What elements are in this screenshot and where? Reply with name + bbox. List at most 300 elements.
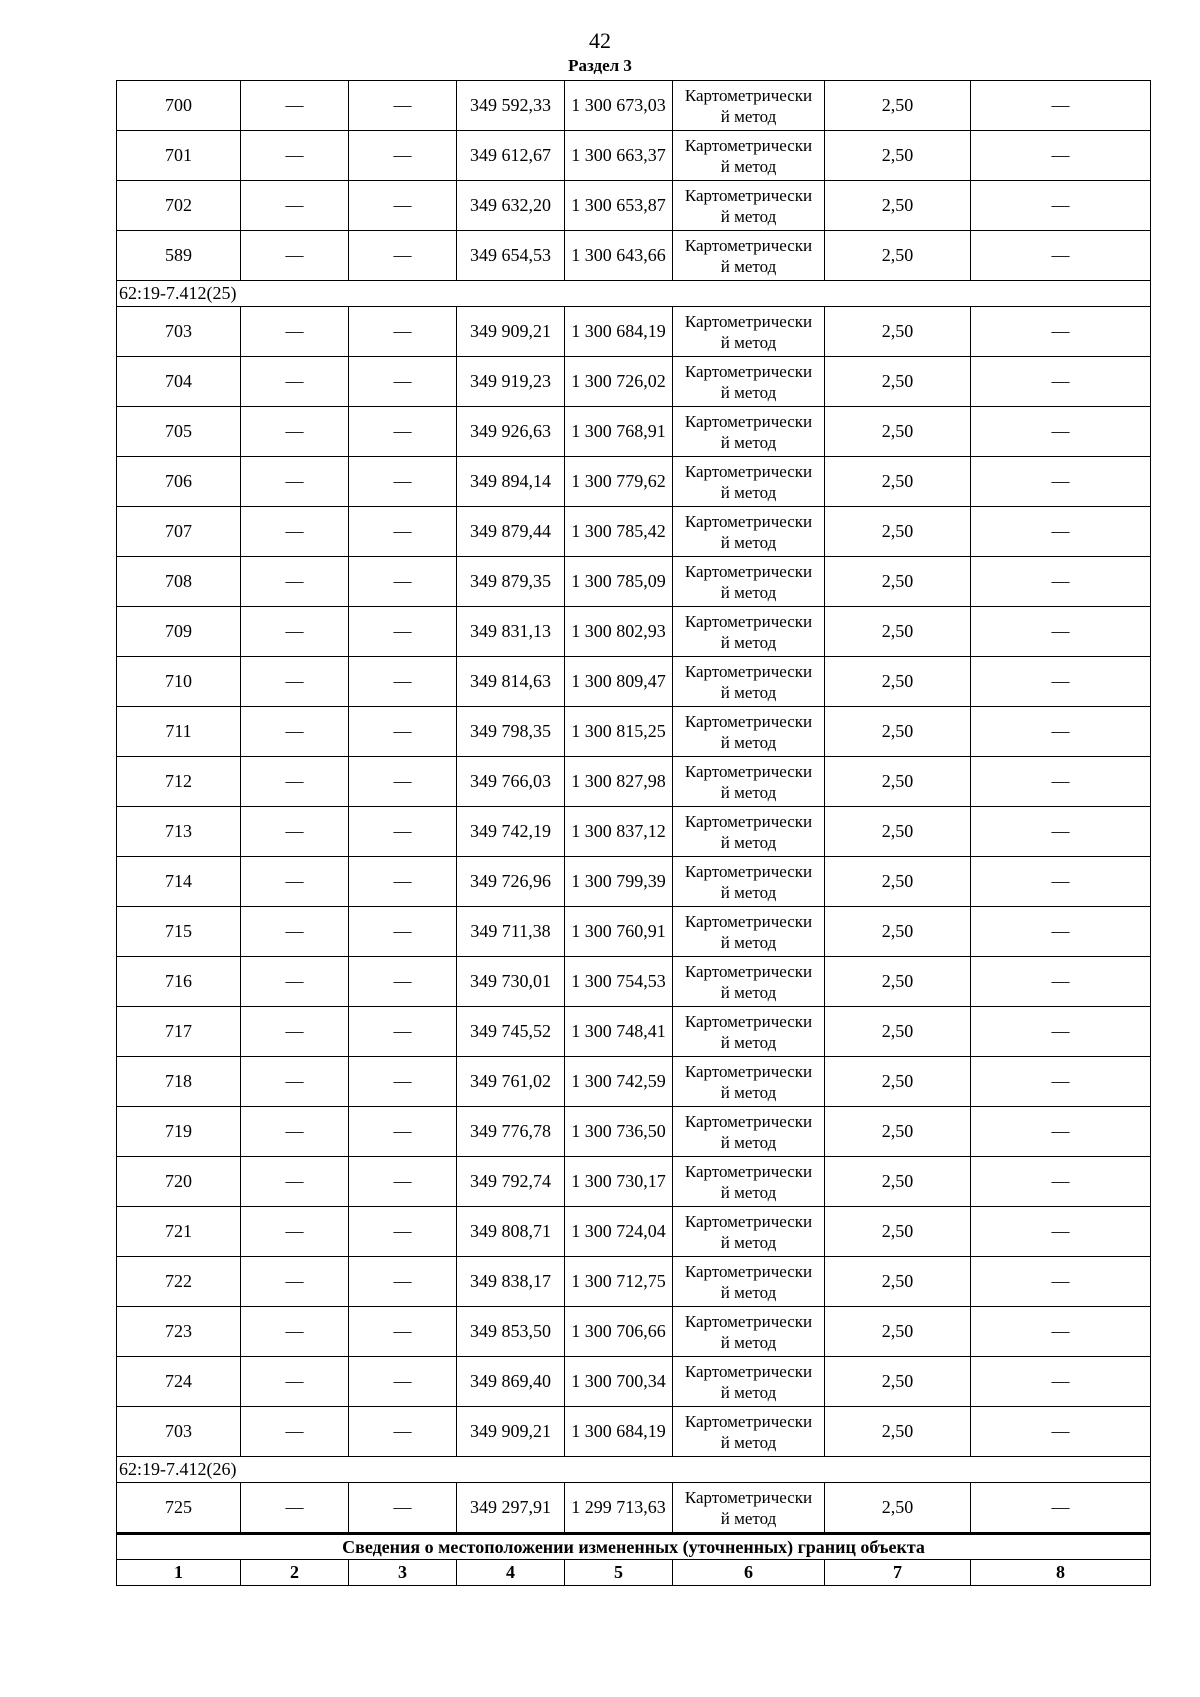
dash-cell: — — [349, 1307, 457, 1357]
y-coordinate-cell: 1 300 726,02 — [565, 357, 673, 407]
dash-cell: — — [971, 807, 1151, 857]
info-heading: Сведения о местоположении измененных (уточненных) границ объекта — [117, 1534, 1151, 1560]
dash-cell: — — [241, 407, 349, 457]
dash-cell: — — [241, 1307, 349, 1357]
dash-cell: — — [241, 757, 349, 807]
dash-cell: — — [241, 1257, 349, 1307]
point-number-cell: 701 — [117, 131, 241, 181]
dash-cell: — — [349, 907, 457, 957]
dash-cell: — — [349, 131, 457, 181]
method-cell — [673, 1007, 825, 1057]
y-coordinate-cell: 1 300 799,39 — [565, 857, 673, 907]
dash-cell: — — [241, 81, 349, 131]
method-line: Картометрически — [684, 1411, 813, 1431]
x-coordinate-cell: 349 831,13 — [457, 607, 565, 657]
info-heading-row — [117, 1534, 1151, 1560]
table-row — [117, 457, 1151, 507]
method-line: Картометрически — [684, 561, 813, 581]
method-cell — [673, 1107, 825, 1157]
point-number-cell: 724 — [117, 1357, 241, 1407]
accuracy-cell: 2,50 — [825, 507, 971, 557]
method-line: Картометрически — [684, 461, 813, 481]
method-cell — [673, 707, 825, 757]
dash-cell: — — [349, 1107, 457, 1157]
accuracy-cell: 2,50 — [825, 131, 971, 181]
dash-cell: — — [971, 407, 1151, 457]
x-coordinate-cell: 349 869,40 — [457, 1357, 565, 1407]
y-coordinate-cell: 1 300 815,25 — [565, 707, 673, 757]
table-row — [117, 907, 1151, 957]
dash-cell: — — [971, 1157, 1151, 1207]
x-coordinate-cell: 349 761,02 — [457, 1057, 565, 1107]
point-number-cell: 589 — [117, 231, 241, 281]
dash-cell: — — [971, 1207, 1151, 1257]
method-line: Картометрически — [684, 511, 813, 531]
dash-cell: — — [241, 307, 349, 357]
method-cell — [673, 607, 825, 657]
dash-cell: — — [971, 1407, 1151, 1457]
table-row — [117, 1207, 1151, 1257]
method-line: Картометрически — [684, 1211, 813, 1231]
method-line: Картометрически — [684, 711, 813, 731]
method-line: Картометрически — [684, 1487, 813, 1507]
dash-cell: — — [971, 1357, 1151, 1407]
point-number-cell: 705 — [117, 407, 241, 457]
table-row — [117, 1107, 1151, 1157]
y-coordinate-cell: 1 300 684,19 — [565, 307, 673, 357]
x-coordinate-cell: 349 879,44 — [457, 507, 565, 557]
method-cell — [673, 557, 825, 607]
dash-cell: — — [971, 607, 1151, 657]
point-number-cell: 713 — [117, 807, 241, 857]
method-line: й метод — [720, 1182, 777, 1202]
method-cell — [673, 1357, 825, 1407]
method-line: й метод — [720, 1432, 777, 1452]
dash-cell: — — [241, 1483, 349, 1534]
x-coordinate-cell: 349 894,14 — [457, 457, 565, 507]
accuracy-cell: 2,50 — [825, 181, 971, 231]
dash-cell: — — [349, 1407, 457, 1457]
y-coordinate-cell: 1 300 785,09 — [565, 557, 673, 607]
dash-cell: — — [241, 181, 349, 231]
table-row — [117, 757, 1151, 807]
table-row — [117, 657, 1151, 707]
table-row — [117, 1157, 1151, 1207]
method-line: й метод — [720, 932, 777, 952]
dash-cell: — — [349, 507, 457, 557]
accuracy-cell: 2,50 — [825, 407, 971, 457]
dash-cell: — — [349, 231, 457, 281]
dash-cell: — — [349, 1007, 457, 1057]
dash-cell: — — [971, 707, 1151, 757]
table-row — [117, 81, 1151, 131]
dash-cell: — — [971, 657, 1151, 707]
y-coordinate-cell: 1 300 673,03 — [565, 81, 673, 131]
column-number: 8 — [971, 1560, 1151, 1586]
method-cell — [673, 1057, 825, 1107]
method-line: Картометрически — [684, 911, 813, 931]
table-row — [117, 707, 1151, 757]
method-line: й метод — [720, 1282, 777, 1302]
y-coordinate-cell: 1 300 724,04 — [565, 1207, 673, 1257]
section-title: Раздел 3 — [568, 56, 632, 75]
group-row — [117, 281, 1151, 307]
method-line: й метод — [720, 732, 777, 752]
accuracy-cell: 2,50 — [825, 557, 971, 607]
dash-cell: — — [971, 957, 1151, 1007]
dash-cell: — — [971, 131, 1151, 181]
y-coordinate-cell: 1 300 760,91 — [565, 907, 673, 957]
method-line: Картометрически — [684, 135, 813, 155]
dash-cell: — — [241, 457, 349, 507]
method-line: Картометрически — [684, 1161, 813, 1181]
dash-cell: — — [971, 231, 1151, 281]
accuracy-cell: 2,50 — [825, 607, 971, 657]
dash-cell: — — [349, 357, 457, 407]
point-number-cell: 717 — [117, 1007, 241, 1057]
dash-cell: — — [349, 81, 457, 131]
x-coordinate-cell: 349 654,53 — [457, 231, 565, 281]
dash-cell: — — [241, 1357, 349, 1407]
dash-cell: — — [349, 1207, 457, 1257]
dash-cell: — — [241, 1157, 349, 1207]
point-number-cell: 723 — [117, 1307, 241, 1357]
method-line: й метод — [720, 832, 777, 852]
point-number-cell: 706 — [117, 457, 241, 507]
dash-cell: — — [349, 1257, 457, 1307]
x-coordinate-cell: 349 798,35 — [457, 707, 565, 757]
method-line: й метод — [720, 1232, 777, 1252]
method-line: Картометрически — [684, 85, 813, 105]
point-number-cell: 702 — [117, 181, 241, 231]
method-line: й метод — [720, 882, 777, 902]
dash-cell: — — [349, 181, 457, 231]
dash-cell: — — [241, 507, 349, 557]
y-coordinate-cell: 1 299 713,63 — [565, 1483, 673, 1534]
dash-cell: — — [971, 457, 1151, 507]
method-line: й метод — [720, 256, 777, 276]
method-cell — [673, 307, 825, 357]
table-row — [117, 131, 1151, 181]
coordinates-table — [116, 80, 1151, 1586]
column-number: 1 — [117, 1560, 241, 1586]
accuracy-cell: 2,50 — [825, 1257, 971, 1307]
dash-cell: — — [349, 957, 457, 1007]
point-number-cell: 710 — [117, 657, 241, 707]
method-cell — [673, 181, 825, 231]
dash-cell: — — [241, 657, 349, 707]
y-coordinate-cell: 1 300 643,66 — [565, 231, 673, 281]
accuracy-cell: 2,50 — [825, 657, 971, 707]
x-coordinate-cell: 349 742,19 — [457, 807, 565, 857]
method-cell — [673, 1257, 825, 1307]
dash-cell: — — [971, 81, 1151, 131]
dash-cell: — — [241, 807, 349, 857]
column-number: 7 — [825, 1560, 971, 1586]
y-coordinate-cell: 1 300 768,91 — [565, 407, 673, 457]
method-line: Картометрически — [684, 761, 813, 781]
x-coordinate-cell: 349 297,91 — [457, 1483, 565, 1534]
dash-cell: — — [349, 1157, 457, 1207]
method-cell — [673, 407, 825, 457]
accuracy-cell: 2,50 — [825, 1107, 971, 1157]
dash-cell: — — [349, 807, 457, 857]
x-coordinate-cell: 349 745,52 — [457, 1007, 565, 1057]
table-row — [117, 1257, 1151, 1307]
dash-cell: — — [971, 1307, 1151, 1357]
point-number-cell: 703 — [117, 1407, 241, 1457]
table-row — [117, 307, 1151, 357]
column-number: 4 — [457, 1560, 565, 1586]
method-cell — [673, 757, 825, 807]
method-cell — [673, 457, 825, 507]
x-coordinate-cell: 349 926,63 — [457, 407, 565, 457]
dash-cell: — — [241, 1207, 349, 1257]
accuracy-cell: 2,50 — [825, 307, 971, 357]
accuracy-cell: 2,50 — [825, 1157, 971, 1207]
table-row — [117, 1057, 1151, 1107]
group-label: 62:19-7.412(25) — [117, 281, 1151, 307]
accuracy-cell: 2,50 — [825, 1483, 971, 1534]
accuracy-cell: 2,50 — [825, 81, 971, 131]
method-cell — [673, 1483, 825, 1534]
table-row — [117, 1007, 1151, 1057]
x-coordinate-cell: 349 726,96 — [457, 857, 565, 907]
x-coordinate-cell: 349 808,71 — [457, 1207, 565, 1257]
page-number: 42 — [589, 28, 611, 53]
dash-cell: — — [241, 707, 349, 757]
point-number-cell: 718 — [117, 1057, 241, 1107]
dash-cell: — — [349, 557, 457, 607]
method-line: й метод — [720, 532, 777, 552]
method-line: й метод — [720, 382, 777, 402]
y-coordinate-cell: 1 300 748,41 — [565, 1007, 673, 1057]
dash-cell: — — [349, 707, 457, 757]
method-line: й метод — [720, 1132, 777, 1152]
dash-cell: — — [241, 131, 349, 181]
accuracy-cell: 2,50 — [825, 857, 971, 907]
method-line: й метод — [720, 156, 777, 176]
column-number: 6 — [673, 1560, 825, 1586]
method-line: й метод — [720, 332, 777, 352]
accuracy-cell: 2,50 — [825, 357, 971, 407]
table-row — [117, 181, 1151, 231]
method-line: Картометрически — [684, 861, 813, 881]
dash-cell: — — [971, 181, 1151, 231]
method-cell — [673, 81, 825, 131]
point-number-cell: 708 — [117, 557, 241, 607]
dash-cell: — — [971, 307, 1151, 357]
dash-cell: — — [349, 457, 457, 507]
method-line: й метод — [720, 582, 777, 602]
method-line: й метод — [720, 482, 777, 502]
y-coordinate-cell: 1 300 730,17 — [565, 1157, 673, 1207]
table-row — [117, 1407, 1151, 1457]
y-coordinate-cell: 1 300 754,53 — [565, 957, 673, 1007]
x-coordinate-cell: 349 909,21 — [457, 307, 565, 357]
table-row — [117, 407, 1151, 457]
method-line: Картометрически — [684, 1311, 813, 1331]
dash-cell: — — [349, 657, 457, 707]
point-number-cell: 714 — [117, 857, 241, 907]
column-number: 2 — [241, 1560, 349, 1586]
dash-cell: — — [349, 1057, 457, 1107]
dash-cell: — — [971, 757, 1151, 807]
column-number: 3 — [349, 1560, 457, 1586]
point-number-cell: 716 — [117, 957, 241, 1007]
x-coordinate-cell: 349 853,50 — [457, 1307, 565, 1357]
method-line: Картометрически — [684, 961, 813, 981]
x-coordinate-cell: 349 632,20 — [457, 181, 565, 231]
dash-cell: — — [349, 407, 457, 457]
dash-cell: — — [241, 857, 349, 907]
dash-cell: — — [349, 307, 457, 357]
accuracy-cell: 2,50 — [825, 957, 971, 1007]
x-coordinate-cell: 349 766,03 — [457, 757, 565, 807]
table-row — [117, 231, 1151, 281]
method-line: Картометрически — [684, 661, 813, 681]
point-number-cell: 715 — [117, 907, 241, 957]
accuracy-cell: 2,50 — [825, 457, 971, 507]
accuracy-cell: 2,50 — [825, 1207, 971, 1257]
accuracy-cell: 2,50 — [825, 807, 971, 857]
y-coordinate-cell: 1 300 684,19 — [565, 1407, 673, 1457]
dash-cell: — — [349, 757, 457, 807]
dash-cell: — — [971, 357, 1151, 407]
x-coordinate-cell: 349 879,35 — [457, 557, 565, 607]
dash-cell: — — [971, 1257, 1151, 1307]
method-line: Картометрически — [684, 361, 813, 381]
point-number-cell: 707 — [117, 507, 241, 557]
method-cell — [673, 507, 825, 557]
point-number-cell: 709 — [117, 607, 241, 657]
table-row — [117, 807, 1151, 857]
method-line: Картометрически — [684, 235, 813, 255]
table-row — [117, 957, 1151, 1007]
x-coordinate-cell: 349 814,63 — [457, 657, 565, 707]
method-line: Картометрически — [684, 1061, 813, 1081]
x-coordinate-cell: 349 776,78 — [457, 1107, 565, 1157]
x-coordinate-cell: 349 919,23 — [457, 357, 565, 407]
dash-cell: — — [241, 1057, 349, 1107]
accuracy-cell: 2,50 — [825, 757, 971, 807]
dash-cell: — — [971, 557, 1151, 607]
table-row — [117, 607, 1151, 657]
method-line: й метод — [720, 632, 777, 652]
accuracy-cell: 2,50 — [825, 1357, 971, 1407]
table-row — [117, 1307, 1151, 1357]
y-coordinate-cell: 1 300 827,98 — [565, 757, 673, 807]
dash-cell: — — [241, 607, 349, 657]
y-coordinate-cell: 1 300 700,34 — [565, 1357, 673, 1407]
method-line: Картометрически — [684, 185, 813, 205]
method-line: Картометрически — [684, 1011, 813, 1031]
dash-cell: — — [971, 907, 1151, 957]
column-number: 5 — [565, 1560, 673, 1586]
y-coordinate-cell: 1 300 706,66 — [565, 1307, 673, 1357]
method-line: й метод — [720, 682, 777, 702]
method-line: й метод — [720, 106, 777, 126]
point-number-cell: 721 — [117, 1207, 241, 1257]
table-body — [117, 81, 1151, 1586]
method-line: й метод — [720, 432, 777, 452]
y-coordinate-cell: 1 300 736,50 — [565, 1107, 673, 1157]
point-number-cell: 725 — [117, 1483, 241, 1534]
accuracy-cell: 2,50 — [825, 1007, 971, 1057]
method-line: Картометрически — [684, 1361, 813, 1381]
table-row — [117, 1483, 1151, 1534]
point-number-cell: 704 — [117, 357, 241, 407]
dash-cell: — — [241, 1407, 349, 1457]
dash-cell: — — [971, 1483, 1151, 1534]
y-coordinate-cell: 1 300 779,62 — [565, 457, 673, 507]
x-coordinate-cell: 349 838,17 — [457, 1257, 565, 1307]
point-number-cell: 719 — [117, 1107, 241, 1157]
method-line: й метод — [720, 782, 777, 802]
dash-cell: — — [971, 857, 1151, 907]
column-numbers-row — [117, 1560, 1151, 1586]
dash-cell: — — [971, 1057, 1151, 1107]
accuracy-cell: 2,50 — [825, 907, 971, 957]
dash-cell: — — [971, 507, 1151, 557]
point-number-cell: 700 — [117, 81, 241, 131]
dash-cell: — — [241, 557, 349, 607]
accuracy-cell: 2,50 — [825, 707, 971, 757]
method-cell — [673, 1407, 825, 1457]
method-cell — [673, 957, 825, 1007]
table-row — [117, 507, 1151, 557]
table-row — [117, 857, 1151, 907]
dash-cell: — — [349, 1483, 457, 1534]
method-cell — [673, 231, 825, 281]
y-coordinate-cell: 1 300 663,37 — [565, 131, 673, 181]
accuracy-cell: 2,50 — [825, 1407, 971, 1457]
y-coordinate-cell: 1 300 653,87 — [565, 181, 673, 231]
dash-cell: — — [349, 1357, 457, 1407]
dash-cell: — — [971, 1007, 1151, 1057]
y-coordinate-cell: 1 300 802,93 — [565, 607, 673, 657]
y-coordinate-cell: 1 300 837,12 — [565, 807, 673, 857]
method-cell — [673, 1307, 825, 1357]
accuracy-cell: 2,50 — [825, 231, 971, 281]
y-coordinate-cell: 1 300 742,59 — [565, 1057, 673, 1107]
dash-cell: — — [241, 357, 349, 407]
accuracy-cell: 2,50 — [825, 1307, 971, 1357]
table-row — [117, 357, 1151, 407]
method-cell — [673, 1157, 825, 1207]
method-line: Картометрически — [684, 811, 813, 831]
dash-cell: — — [971, 1107, 1151, 1157]
method-line: Картометрически — [684, 1261, 813, 1281]
y-coordinate-cell: 1 300 785,42 — [565, 507, 673, 557]
method-cell — [673, 657, 825, 707]
dash-cell: — — [349, 607, 457, 657]
method-line: й метод — [720, 1332, 777, 1352]
point-number-cell: 722 — [117, 1257, 241, 1307]
group-row — [117, 1457, 1151, 1483]
point-number-cell: 711 — [117, 707, 241, 757]
dash-cell: — — [241, 957, 349, 1007]
method-line: й метод — [720, 982, 777, 1002]
method-line: Картометрически — [684, 611, 813, 631]
x-coordinate-cell: 349 612,67 — [457, 131, 565, 181]
method-line: Картометрически — [684, 311, 813, 331]
point-number-cell: 720 — [117, 1157, 241, 1207]
method-line: й метод — [720, 1082, 777, 1102]
method-line: Картометрически — [684, 411, 813, 431]
dash-cell: — — [241, 1107, 349, 1157]
method-cell — [673, 1207, 825, 1257]
